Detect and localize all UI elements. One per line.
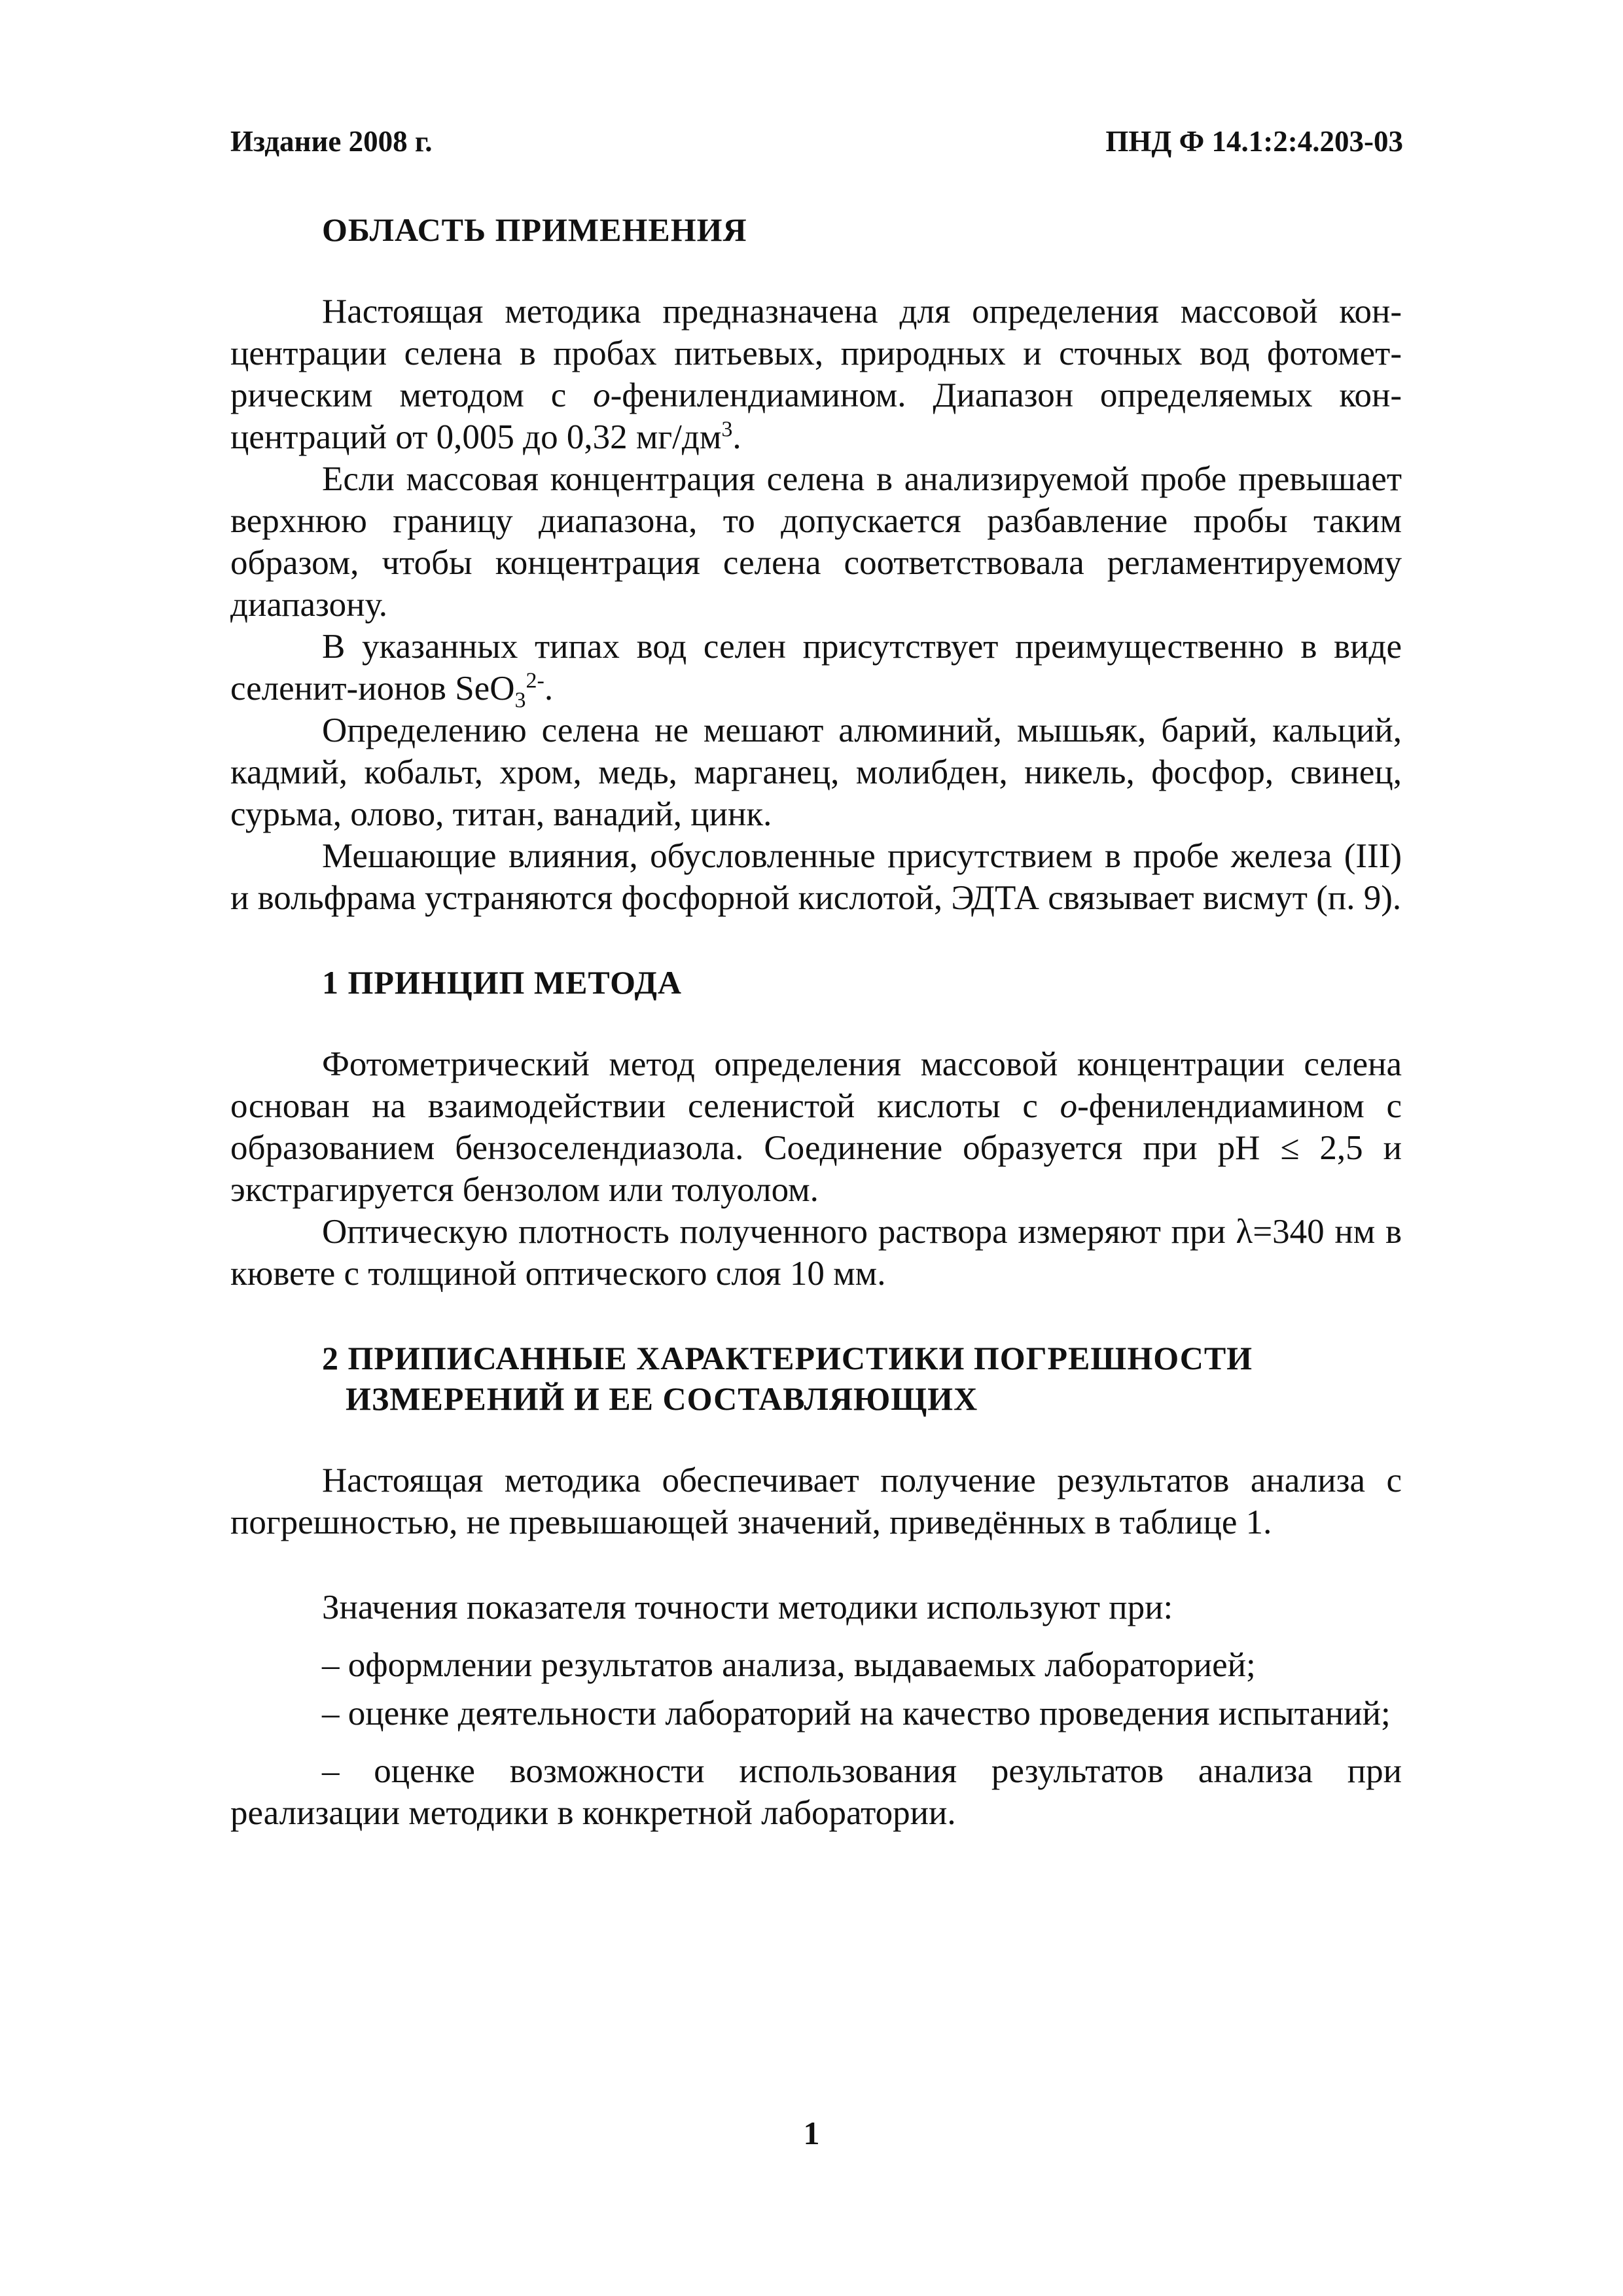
section-1-paragraph-1: Фотометрический метод определения массовой концентрации селена основан на взаимодействии селенистой кислоты с о-фенилендиамином с образованием бензоселендиазола. Соединение образуется при pH ≤ 2,5 и экстрагируется бензолом или толуолом.: [230, 1045, 1402, 1209]
list-item: – оценке деятельности лабораторий на качество проведения испытаний;: [322, 1695, 1391, 1732]
page-number: 1: [803, 2115, 820, 2151]
scope-paragraph-3: В указанных типах вод селен присутствует преимущественно в виде селенит-ионов SeO$_3^{2-}$.: [230, 628, 1402, 713]
section-2-title-line-1: 2 ПРИПИСАННЫЕ ХАРАКТЕРИСТИКИ ПОГРЕШНОСТИ: [322, 1340, 1253, 1376]
scope-paragraph-5: Мешающие влияния, обусловленные присутствием в пробе железа (III) и вольфрама устраняются фосфорной кислотой, ЭДТА связывает висмут (п. 9).: [230, 837, 1402, 917]
scope-paragraph-2: Если массовая концентрация селена в анализируемой пробе превышает верхнюю границу диапазона, то допускается разбавление пробы таким образом, чтобы концентрация селена соответствовала регламентируемому диапазону.: [230, 460, 1402, 624]
scope-title: ОБЛАСТЬ ПРИМЕНЕНИЯ: [322, 211, 747, 248]
section-2-title: [230, 1338, 1402, 1419]
section-2-paragraph-2: Значения показателя точности методики используют при:: [322, 1588, 1173, 1626]
page-content: [230, 209, 1402, 1834]
scope-paragraph-4: Определению селена не мешают алюминий, мышьяк, барий, кальций, кадмий, кобальт, хром, медь, марганец, молибден, никель, фосфор, свинец, сурьма, олово, титан, ванадий, цинк.: [230, 711, 1402, 833]
list-item: – оформлении результатов анализа, выдаваемых лабораторией;: [322, 1646, 1256, 1684]
edition-header: Издание 2008 г.: [230, 125, 433, 158]
list-item: – оценке возможности использования результатов анализа при реализации методики в конкретной лаборатории.: [230, 1752, 1402, 1832]
section-1-title: 1 ПРИНЦИП МЕТОДА: [322, 964, 683, 1001]
section-1-paragraph-2: Оптическую плотность полученного раствора измеряют при λ=340 нм в кювете с толщиной оптического слоя 10 мм.: [230, 1213, 1402, 1293]
document-code-header: ПНД Ф 14.1:2:4.203-03: [1105, 125, 1403, 158]
section-2-paragraph-1: Настоящая методика обеспечивает получение результатов анализа с погрешностью, не превышающей значений, приведённых в таблице 1.: [230, 1462, 1402, 1541]
scope-paragraph-1: Настоящая методика предназначена для определения массовой концентрации селена в пробах питьевых, природных и сточных вод фотометрическим методом с о-фенилендиамином. Диапазон определяемых концентраций от 0,005 до 0,32 $мг/дм^3$.: [230, 293, 1402, 456]
section-2-title-line-2: ИЗМЕРЕНИЙ И ЕЕ СОСТАВЛЯЮЩИХ: [346, 1380, 978, 1417]
